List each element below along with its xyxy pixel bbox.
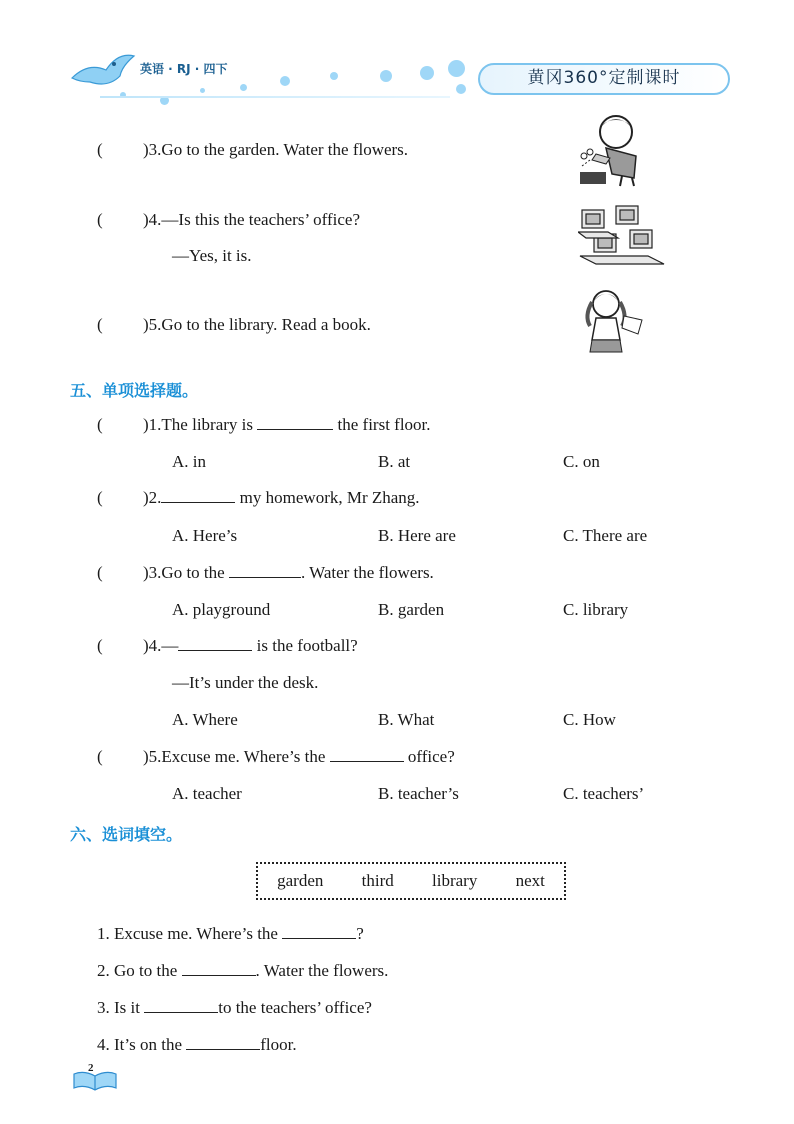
option-b[interactable]: B. Here are bbox=[378, 526, 456, 545]
answer-blank[interactable] bbox=[186, 1035, 260, 1050]
answer-paren[interactable]: ( bbox=[97, 415, 103, 434]
answer-blank[interactable] bbox=[330, 747, 404, 762]
header-dot bbox=[420, 66, 434, 80]
header-series-title: 黄冈360°定制课时 bbox=[527, 68, 681, 88]
header-dot bbox=[380, 70, 392, 82]
section5-question-5: ( )5.Excuse me. Where’s the office? bbox=[97, 747, 455, 766]
section5-title: 五、单项选择题。 bbox=[70, 381, 199, 400]
header-bird-icon bbox=[68, 48, 138, 94]
match-item-5: ( )5.Go to the library. Read a book. bbox=[97, 315, 371, 334]
option-b[interactable]: B. garden bbox=[378, 600, 445, 619]
option-c[interactable]: C. library bbox=[563, 600, 629, 619]
match-item-3: ( )3.Go to the garden. Water the flowers. bbox=[97, 140, 409, 159]
section6-item-2: 2. Go to the . Water the flowers. bbox=[97, 961, 389, 980]
section5-question-4-reply: —It’s under the desk. bbox=[172, 673, 319, 692]
header-dot bbox=[448, 60, 465, 77]
computer-room-icon bbox=[578, 204, 668, 276]
match-item-4-line2: —Yes, it is. bbox=[172, 246, 252, 265]
section6-item-4: 4. It’s on the floor. bbox=[97, 1035, 297, 1054]
header-dot bbox=[456, 84, 466, 94]
word-bank-item: garden bbox=[277, 871, 324, 890]
option-c[interactable]: C. There are bbox=[563, 526, 648, 545]
answer-paren[interactable]: ( bbox=[97, 210, 103, 229]
answer-blank[interactable] bbox=[144, 998, 218, 1013]
section6-item-3: 3. Is it to the teachers’ office? bbox=[97, 998, 372, 1017]
answer-blank[interactable] bbox=[229, 563, 301, 578]
option-c[interactable]: C. on bbox=[563, 452, 600, 471]
option-b[interactable]: B. What bbox=[378, 710, 435, 729]
answer-paren[interactable]: ( bbox=[97, 140, 103, 159]
section5-question-4: ( )4.— is the football? bbox=[97, 636, 358, 655]
header-dot bbox=[280, 76, 290, 86]
section6-item-1: 1. Excuse me. Where’s the ? bbox=[97, 924, 364, 943]
word-bank-item: next bbox=[515, 871, 545, 890]
option-a[interactable]: A. teacher bbox=[172, 784, 242, 803]
answer-paren[interactable]: ( bbox=[97, 488, 103, 507]
header-dot bbox=[330, 72, 338, 80]
girl-reading-icon bbox=[576, 286, 648, 362]
answer-paren[interactable]: ( bbox=[97, 636, 103, 655]
answer-paren[interactable]: ( bbox=[97, 747, 103, 766]
section5-question-1: ( )1.The library is the first floor. bbox=[97, 415, 431, 434]
answer-paren[interactable]: ( bbox=[97, 563, 103, 582]
header-wave-line bbox=[100, 96, 450, 98]
word-bank bbox=[256, 862, 566, 900]
match-item-4: ( )4.—Is this the teachers’ office? bbox=[97, 210, 360, 229]
answer-blank[interactable] bbox=[257, 415, 333, 430]
girl-watering-flowers-icon bbox=[576, 112, 648, 192]
answer-blank[interactable] bbox=[178, 636, 252, 651]
option-a[interactable]: A. playground bbox=[172, 600, 271, 619]
answer-paren[interactable]: ( bbox=[97, 315, 103, 334]
option-a[interactable]: A. in bbox=[172, 452, 206, 471]
option-b[interactable]: B. teacher’s bbox=[378, 784, 459, 803]
header-dot bbox=[240, 84, 247, 91]
option-a[interactable]: A. Here’s bbox=[172, 526, 238, 545]
section5-question-2: ( )2. my homework, Mr Zhang. bbox=[97, 488, 420, 507]
answer-blank[interactable] bbox=[182, 961, 256, 976]
header-subject: 英语 · RJ · 四下 bbox=[140, 62, 228, 76]
section5-question-3: ( )3.Go to the . Water the flowers. bbox=[97, 563, 434, 582]
header-dot bbox=[200, 88, 205, 93]
answer-blank[interactable] bbox=[161, 488, 235, 503]
option-c[interactable]: C. How bbox=[563, 710, 616, 729]
option-c[interactable]: C. teachers’ bbox=[563, 784, 645, 803]
word-bank-item: third bbox=[361, 871, 394, 890]
word-bank-item: library bbox=[432, 871, 478, 890]
answer-blank[interactable] bbox=[282, 924, 356, 939]
book-icon bbox=[72, 1068, 118, 1096]
page-number: 2 bbox=[88, 1062, 94, 1074]
section6-title: 六、选词填空。 bbox=[70, 825, 183, 844]
option-b[interactable]: B. at bbox=[378, 452, 411, 471]
option-a[interactable]: A. Where bbox=[172, 710, 238, 729]
